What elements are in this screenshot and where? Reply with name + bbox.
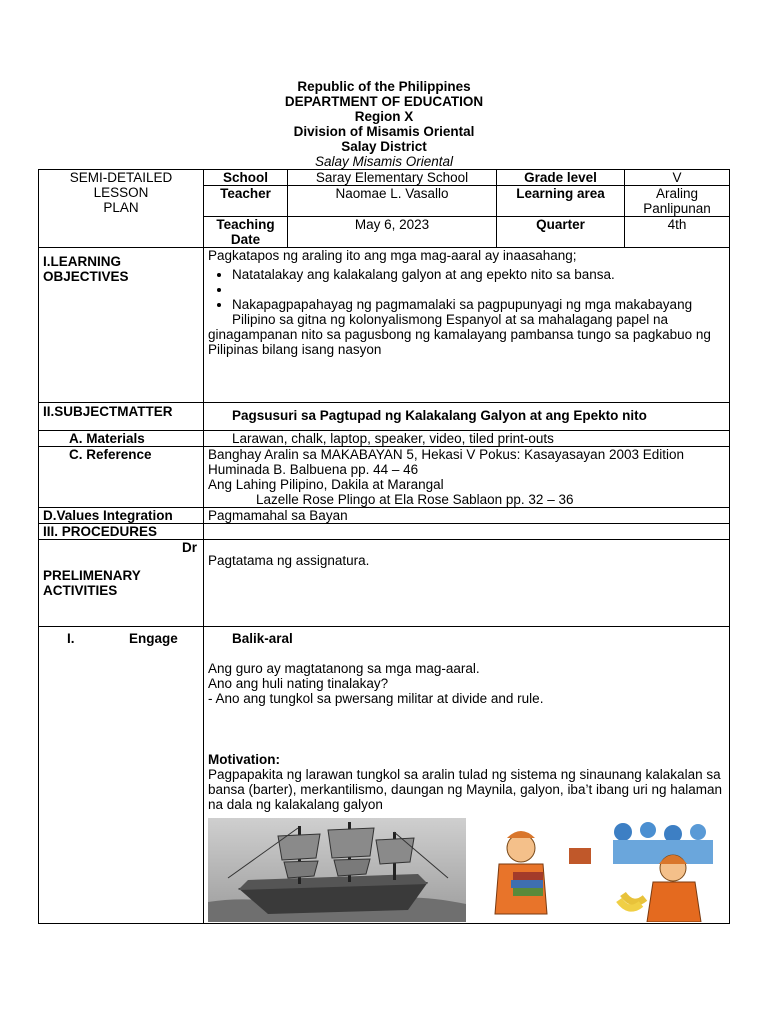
engage-question-3: - Ano ang tungkol sa pwersang militar at divide and rule. — [208, 691, 544, 706]
objectives-content — [204, 248, 730, 403]
school-value: Saray Elementary School — [288, 170, 497, 186]
materials-row — [39, 431, 730, 447]
date-value: May 6, 2023 — [288, 217, 497, 248]
teacher-value: Naomae L. Vasallo — [288, 186, 497, 217]
values-value: Pagmamahal sa Bayan — [204, 508, 730, 524]
motivation-label: Motivation: — [208, 752, 280, 767]
subject-row — [39, 403, 730, 431]
date-label-line1: Teaching — [216, 217, 275, 232]
values-row — [39, 508, 730, 524]
lesson-plan-table — [38, 169, 730, 924]
quarter-value: 4th — [625, 217, 730, 248]
materials-value: Larawan, chalk, laptop, speaker, video, tiled print-outs — [204, 431, 730, 447]
engage-number: I. — [67, 631, 75, 646]
engage-row — [39, 627, 730, 924]
values-label: D.Values Integration — [39, 508, 204, 524]
objectives-row — [39, 248, 730, 403]
area-label: Learning area — [497, 186, 625, 217]
subject-value: Pagsusuri sa Pagtupad ng Kalakalang Galyon at ang Epekto nito — [204, 403, 730, 431]
quarter-label: Quarter — [497, 217, 625, 248]
header-department: DEPARTMENT OF EDUCATION — [284, 94, 484, 109]
grade-value: V — [625, 170, 730, 186]
school-label: School — [204, 170, 288, 186]
procedures-empty — [204, 524, 730, 540]
date-label-line2: Date — [230, 232, 261, 247]
engage-question-2: Ano ang huli nating tinalakay? — [208, 676, 389, 691]
area-value-line2: Panlipunan — [643, 201, 711, 216]
engage-label — [39, 627, 204, 924]
plan-title-line2: LESSON — [93, 185, 149, 200]
reference-line2: Huminada B. Balbuena pp. 44 – 46 — [208, 462, 419, 477]
barter-trade-image — [473, 818, 725, 922]
engage-content — [204, 627, 730, 924]
header-district: Salay District — [341, 139, 427, 154]
reference-value — [204, 447, 730, 508]
teacher-label: Teacher — [204, 186, 288, 217]
preliminary-row — [39, 540, 730, 627]
objectives-label — [39, 248, 204, 403]
reference-row — [39, 447, 730, 508]
motivation-text: Pagpapakita ng larawan tungkol sa aralin tulad ng sistema ng sinaunang kalakalan sa bansa (barter), merkantilismo, daungan ng Maynila, galyon, iba’t ibang uri ng halaman na dala ng kalakalang galyon — [208, 767, 723, 812]
preliminary-label-line2: ACTIVITIES — [43, 583, 118, 598]
reference-line4: Lazelle Rose Plingo at Ela Rose Sablaon pp. 32 – 36 — [256, 492, 574, 507]
plan-title-line1: SEMI-DETAILED — [69, 170, 173, 185]
area-value-line1: Araling — [655, 186, 699, 201]
objective-item-2 — [232, 282, 725, 297]
motivation-images — [208, 818, 725, 922]
procedures-label: III. PROCEDURES — [39, 524, 204, 540]
objective-item-3-continuation: ginagampanan nito sa pagusbong ng kamalayang pambansa tungo sa pagkabuo ng Pilipinas bilang isang nasyon — [208, 327, 711, 357]
objective-item-3 — [232, 297, 725, 327]
preliminary-value-cell — [204, 540, 730, 627]
preliminary-label-line1: PRELIMENARY — [43, 568, 141, 583]
objective-item-1: • Natatalakay ang kalakalang galyon at ang epekto nito sa bansa. — [232, 267, 725, 282]
preliminary-label — [39, 540, 204, 627]
header-division: Division of Misamis Oriental — [293, 124, 475, 139]
header-republic: Republic of the Philippines — [297, 79, 471, 94]
preliminary-value: Pagtatama ng assignatura. — [208, 553, 370, 568]
document-header — [0, 79, 768, 169]
subject-label: II.SUBJECTMATTER — [39, 403, 204, 431]
materials-label: A. Materials — [39, 431, 204, 447]
plan-title-cell — [39, 170, 204, 248]
preliminary-dr: Dr — [181, 540, 197, 555]
header-location: Salay Misamis Oriental — [314, 154, 454, 169]
objectives-list — [208, 267, 725, 327]
objectives-label-line1: I.LEARNING — [43, 254, 122, 269]
engage-question-1: Ang guro ay magtatanong sa mga mag-aaral. — [208, 661, 480, 676]
header-region: Region X — [354, 109, 414, 124]
galleon-ship-image — [208, 818, 466, 922]
plan-title-line3: PLAN — [103, 200, 139, 215]
balik-aral-title: Balik-aral — [232, 631, 293, 646]
objective-item-3-text: Nakapagpapahayag ng pagmamalaki sa pagpupunyagi ng mga makabayang Pilipino sa gitna ng kolonyalismong Espanyol at sa mahalagang papel na — [232, 297, 693, 327]
objectives-intro: Pagkatapos ng araling ito ang mga mag-aaral ay inaasahang; — [208, 248, 577, 263]
grade-label: Grade level — [497, 170, 625, 186]
area-value — [625, 186, 730, 217]
reference-line3: Ang Lahing Pilipino, Dakila at Marangal — [208, 477, 444, 492]
info-row-school — [39, 170, 730, 186]
objectives-label-line2: OBJECTIVES — [43, 269, 129, 284]
reference-label: C. Reference — [39, 447, 204, 508]
engage-title: Engage — [129, 631, 178, 646]
date-label — [204, 217, 288, 248]
reference-line1: Banghay Aralin sa MAKABAYAN 5, Hekasi V Pokus: Kasayasayan 2003 Edition — [208, 447, 685, 462]
procedures-row — [39, 524, 730, 540]
